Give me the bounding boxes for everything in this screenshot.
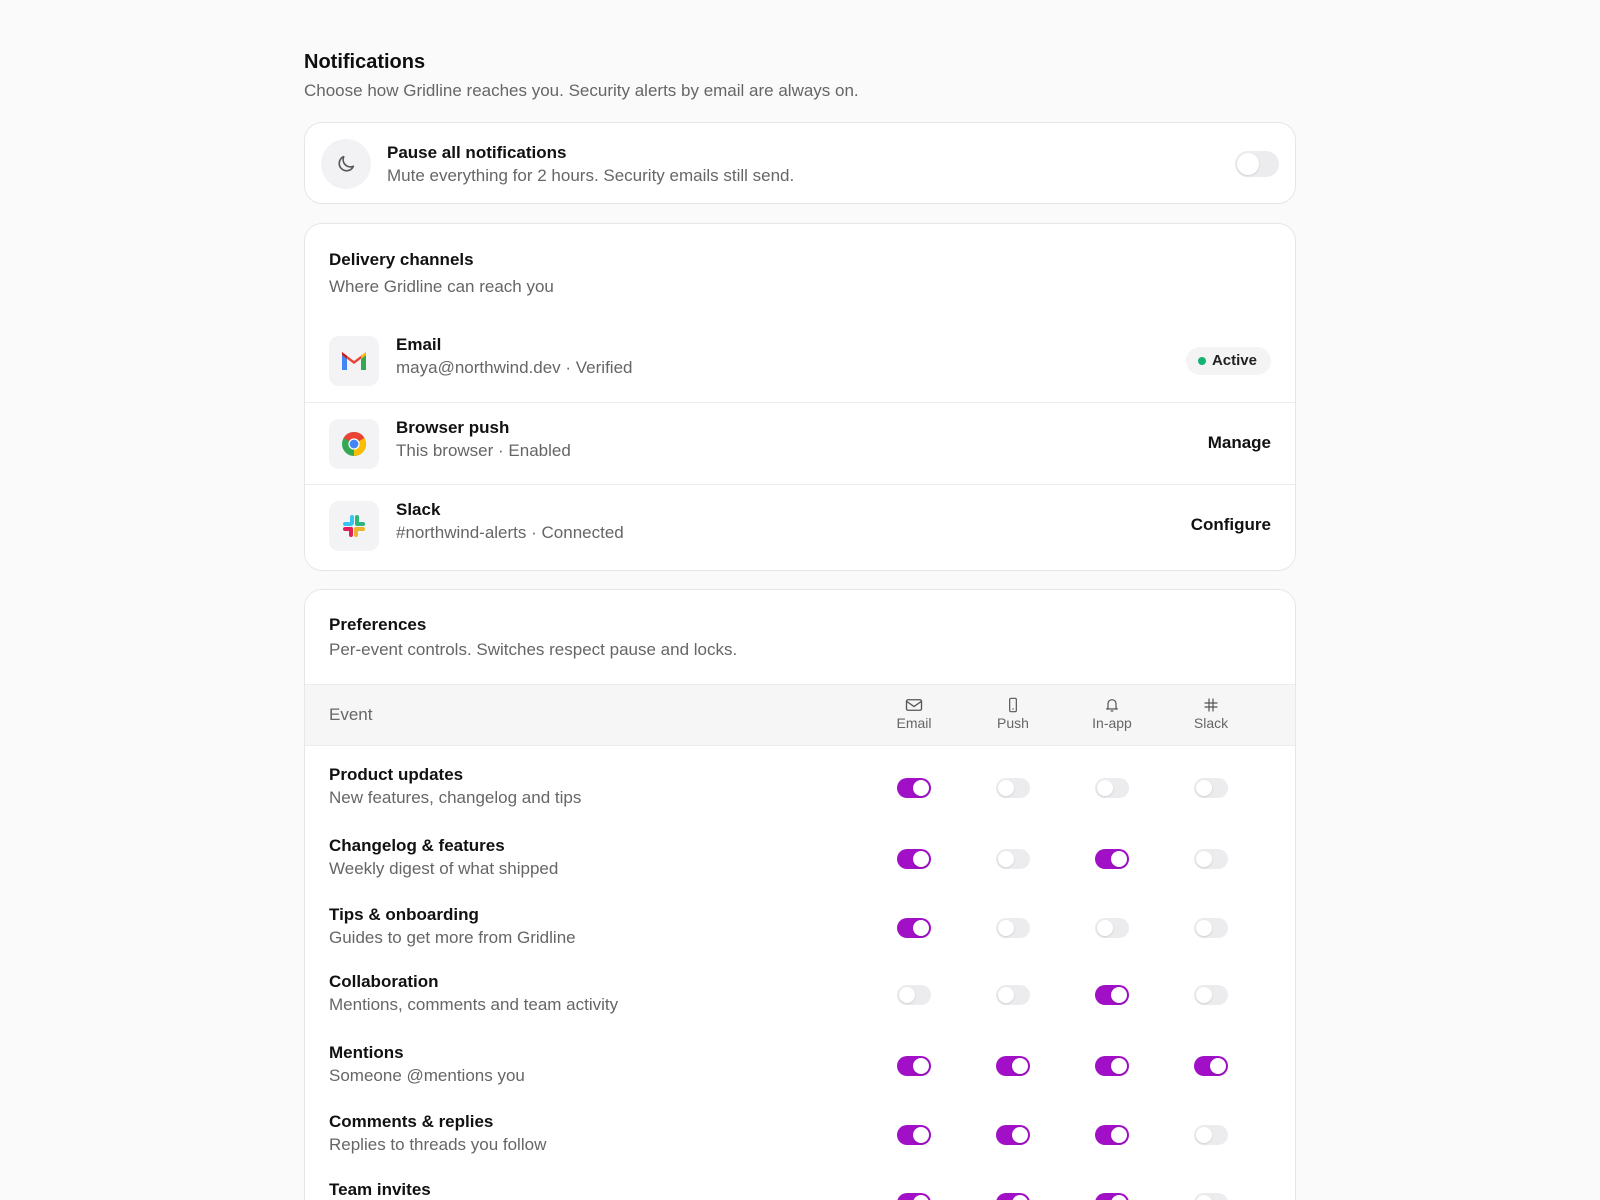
toggle-push[interactable] <box>996 1056 1030 1076</box>
toggle-in-app[interactable] <box>1095 985 1129 1005</box>
preference-row <box>305 1180 1295 1200</box>
preference-description: Guides to get more from Gridline <box>329 928 576 947</box>
channel-name: Slack <box>396 500 441 519</box>
bell-icon <box>1103 697 1121 713</box>
preference-name: Collaboration <box>329 972 439 991</box>
mail-icon <box>905 697 923 713</box>
chrome-icon <box>329 419 379 469</box>
toggle-email[interactable] <box>897 849 931 869</box>
toggle-push[interactable] <box>996 1193 1030 1200</box>
toggle-slack[interactable] <box>1194 778 1228 798</box>
preference-row <box>305 1043 1295 1107</box>
toggle-in-app[interactable] <box>1095 1056 1129 1076</box>
preference-name: Tips & onboarding <box>329 905 479 924</box>
gmail-icon <box>329 336 379 386</box>
slack-mono-icon <box>1202 697 1220 713</box>
preferences-title: Preferences <box>329 615 427 634</box>
configure-button[interactable]: Configure <box>1190 515 1271 534</box>
channel-detail: maya@northwind.dev · Verified <box>396 358 633 377</box>
column-header-in-app <box>1072 697 1152 731</box>
preferences-card <box>304 589 1296 1200</box>
channels-title: Delivery channels <box>329 250 474 269</box>
channel-name: Email <box>396 335 442 354</box>
toggle-slack[interactable] <box>1194 1056 1228 1076</box>
phone-icon <box>1004 697 1022 713</box>
channel-row-email <box>305 320 1295 402</box>
toggle-push[interactable] <box>996 1125 1030 1145</box>
toggle-slack[interactable] <box>1194 849 1228 869</box>
toggle-push[interactable] <box>996 778 1030 798</box>
preference-description: Someone @mentions you <box>329 1066 525 1085</box>
column-label: Slack <box>1193 715 1229 731</box>
moon-icon <box>321 139 371 189</box>
toggle-in-app[interactable] <box>1095 849 1129 869</box>
preference-name: Team invites <box>329 1180 431 1199</box>
preference-name: Product updates <box>329 765 464 784</box>
toggle-email[interactable] <box>897 1125 931 1145</box>
toggle-email[interactable] <box>897 918 931 938</box>
pause-description: Mute everything for 2 hours. Security emails still send. <box>387 166 795 185</box>
status-badge: Active <box>1186 347 1271 375</box>
event-column-header: Event <box>329 705 373 724</box>
column-label: In-app <box>1092 715 1132 731</box>
pause-card <box>304 122 1296 204</box>
column-header-push <box>973 697 1053 731</box>
column-header-slack <box>1171 697 1251 731</box>
pause-title: Pause all notifications <box>387 143 567 162</box>
page-title: Notifications <box>304 51 426 73</box>
preference-row <box>305 1112 1295 1176</box>
page-subtitle: Choose how Gridline reaches you. Security alerts by email are always on. <box>304 81 859 100</box>
toggle-slack[interactable] <box>1194 1193 1228 1200</box>
channel-detail: This browser · Enabled <box>396 441 571 460</box>
slack-icon <box>329 501 379 551</box>
toggle-push[interactable] <box>996 849 1030 869</box>
preference-description: Mentions, comments and team activity <box>329 995 619 1014</box>
column-label: Push <box>997 715 1029 731</box>
preference-row <box>305 765 1295 829</box>
toggle-email[interactable] <box>897 1056 931 1076</box>
pause-toggle[interactable] <box>1235 151 1279 177</box>
channels-subtitle: Where Gridline can reach you <box>329 277 554 296</box>
channel-detail: #northwind-alerts · Connected <box>396 523 624 542</box>
toggle-slack[interactable] <box>1194 985 1228 1005</box>
channel-name: Browser push <box>396 418 510 437</box>
preference-description: New features, changelog and tips <box>329 788 582 807</box>
toggle-in-app[interactable] <box>1095 778 1129 798</box>
toggle-in-app[interactable] <box>1095 918 1129 938</box>
toggle-in-app[interactable] <box>1095 1125 1129 1145</box>
preference-name: Mentions <box>329 1043 404 1062</box>
channel-row-slack <box>305 484 1295 566</box>
toggle-email[interactable] <box>897 778 931 798</box>
toggle-push[interactable] <box>996 985 1030 1005</box>
toggle-slack[interactable] <box>1194 918 1228 938</box>
preference-row <box>305 972 1295 1036</box>
toggle-in-app[interactable] <box>1095 1193 1129 1200</box>
preference-name: Comments & replies <box>329 1112 494 1131</box>
preference-description: Weekly digest of what shipped <box>329 859 559 878</box>
toggle-push[interactable] <box>996 918 1030 938</box>
preference-description: Replies to threads you follow <box>329 1135 547 1154</box>
preference-row <box>305 836 1295 900</box>
preference-row <box>305 905 1295 969</box>
preferences-table-header <box>305 684 1295 746</box>
toggle-slack[interactable] <box>1194 1125 1228 1145</box>
manage-button[interactable]: Manage <box>1207 433 1271 452</box>
preferences-subtitle: Per-event controls. Switches respect pause and locks. <box>329 640 738 659</box>
column-label: Email <box>896 715 932 731</box>
toggle-email[interactable] <box>897 1193 931 1200</box>
column-header-email <box>874 697 954 731</box>
delivery-channels-card <box>304 223 1296 571</box>
channel-row-browser-push <box>305 402 1295 484</box>
preference-name: Changelog & features <box>329 836 505 855</box>
toggle-email[interactable] <box>897 985 931 1005</box>
